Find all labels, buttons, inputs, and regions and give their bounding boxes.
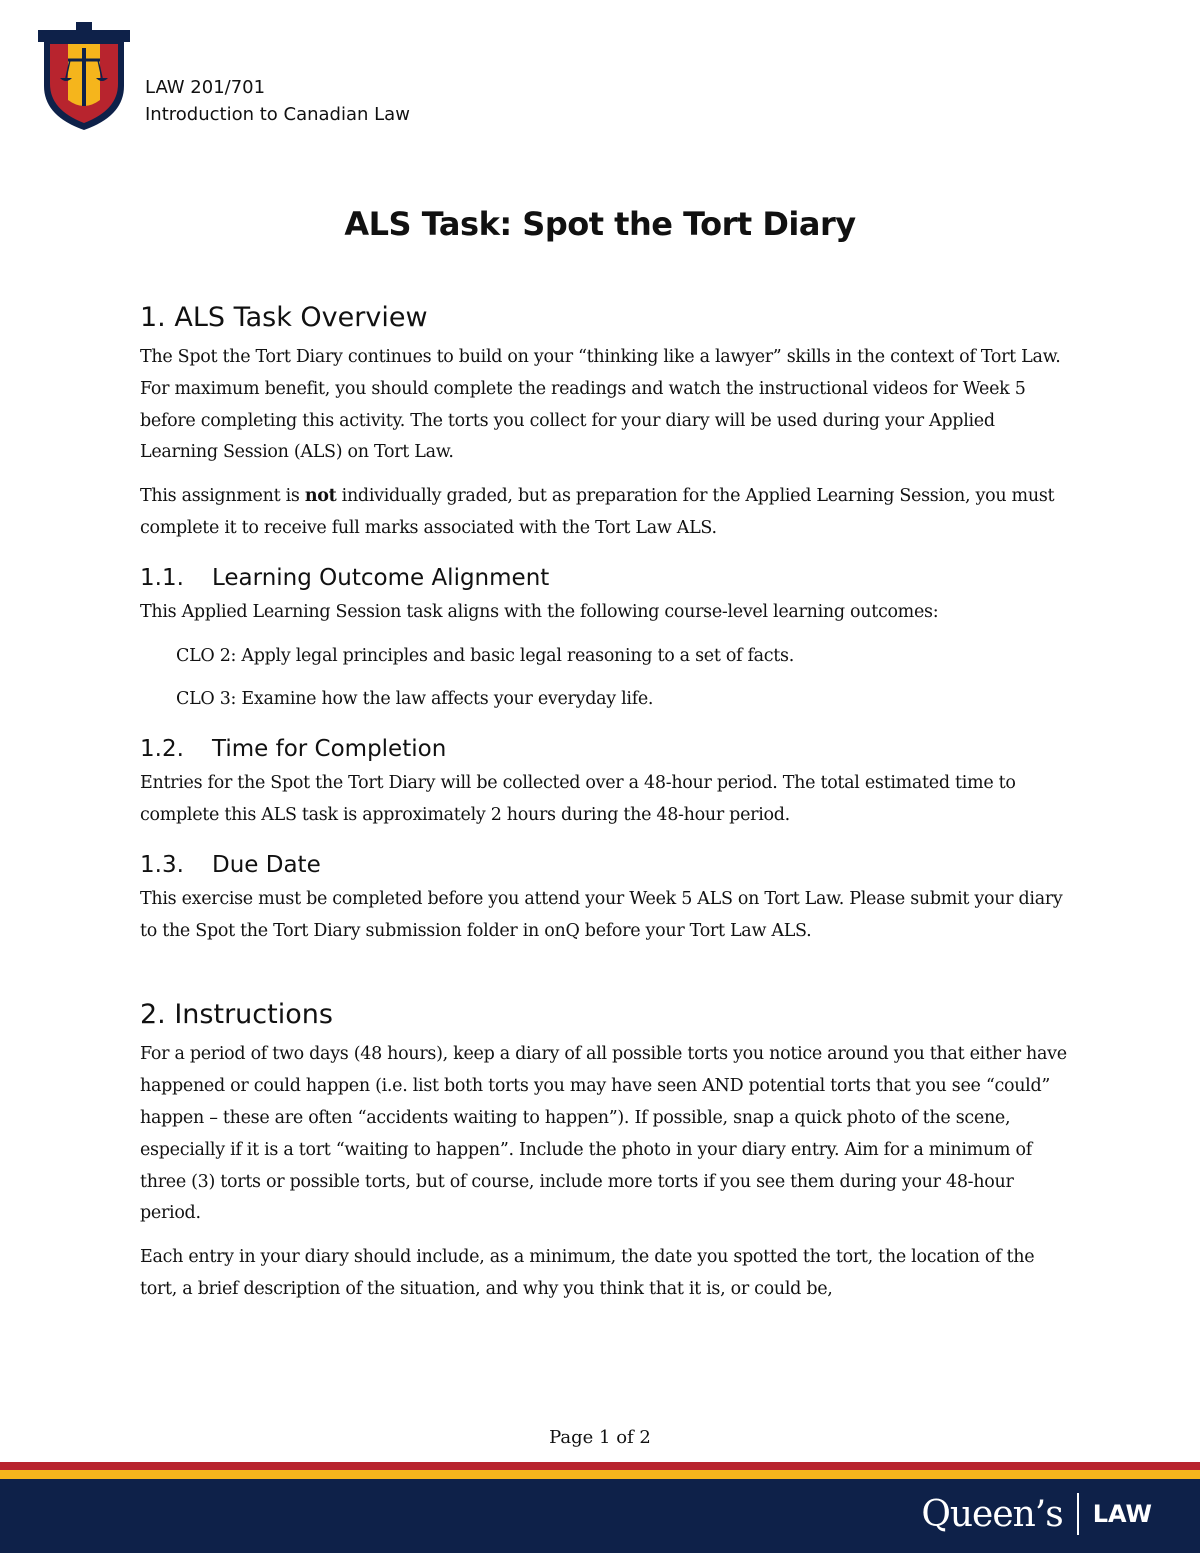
queens-law-crest-logo <box>38 20 130 132</box>
overview-p2-text-start: This assignment is <box>140 486 305 507</box>
subsection-title: Time for Completion <box>212 736 447 763</box>
learning-outcome-paragraph: This Applied Learning Session task aligns with the following course-level learning outcomes: <box>140 601 939 622</box>
document-body <box>140 300 1070 1318</box>
course-code: LAW 201/701 <box>145 77 266 98</box>
brand-name: Queen’s <box>921 1493 1063 1535</box>
overview-p2-text-end: individually graded, but as preparation for the Applied Learning Session, you must complete it to receive full marks associated with the Tort Law ALS. <box>140 486 1055 538</box>
subsection-title: Due Date <box>212 851 321 878</box>
subsection-heading-learning-outcome <box>140 563 1070 593</box>
subsection-number: 1.1. <box>140 564 184 591</box>
time-for-completion-paragraph: Entries for the Spot the Tort Diary will be collected over a 48-hour period. The total estimated time to complete this ALS task is approximately 2 hours during the 48-hour period. <box>140 773 1016 825</box>
instructions-paragraph-2: Each entry in your diary should include, as a minimum, the date you spotted the tort, the location of the tort, a brief description of the situation, and why you think that it is, or could be, <box>140 1247 1035 1299</box>
subsection-heading-time-for-completion <box>140 734 1070 764</box>
brand-divider <box>1077 1493 1079 1535</box>
queens-law-logo <box>921 1493 1152 1535</box>
subsection-title: Learning Outcome Alignment <box>212 564 550 591</box>
course-name: Introduction to Canadian Law <box>145 104 410 125</box>
subsection-number: 1.3. <box>140 851 184 878</box>
clo-3-item: CLO 3: Examine how the law affects your everyday life. <box>176 689 654 710</box>
instructions-paragraph-1: For a period of two days (48 hours), keep a diary of all possible torts you notice around you that either have happened or could happen (i.e. list both torts you may have seen AND potential torts that you see “could” happen – these are often “accidents waiting to happen”). If possible, snap a quick photo of the scene, especially if it is a tort “waiting to happen”. Include the photo in your diary entry. Aim for a minimum of three (3) torts or possible torts, but of course, include more torts if you see them during your 48-hour period. <box>140 1044 1067 1224</box>
footer-stripe-red <box>0 1462 1200 1470</box>
document-title: ALS Task: Spot the Tort Diary <box>344 205 856 243</box>
brand-unit: LAW <box>1092 1500 1152 1528</box>
overview-paragraph-1: The Spot the Tort Diary continues to build on your “thinking like a lawyer” skills in the context of Tort Law. For maximum benefit, you should complete the readings and watch the instructional videos for Week 5 before completing this activity. The torts you collect for your diary will be used during your Applied Learning Session (ALS) on Tort Law. <box>140 347 1061 463</box>
subsection-heading-due-date <box>140 850 1070 880</box>
subsection-number: 1.2. <box>140 736 184 763</box>
section-heading-instructions: 2. Instructions <box>140 999 333 1031</box>
overview-paragraph-2 <box>140 481 1070 545</box>
page-number: Page 1 of 2 <box>549 1427 651 1448</box>
clo-2-item: CLO 2: Apply legal principles and basic legal reasoning to a set of facts. <box>176 645 794 666</box>
course-header <box>145 74 410 128</box>
overview-p2-bold: not <box>304 486 337 507</box>
footer-stripe-gold <box>0 1470 1200 1479</box>
due-date-paragraph: This exercise must be completed before you attend your Week 5 ALS on Tort Law. Please submit your diary to the Spot the Tort Diary submission folder in onQ before your Tort Law ALS. <box>140 888 1063 941</box>
section-heading-overview: 1. ALS Task Overview <box>140 302 428 333</box>
